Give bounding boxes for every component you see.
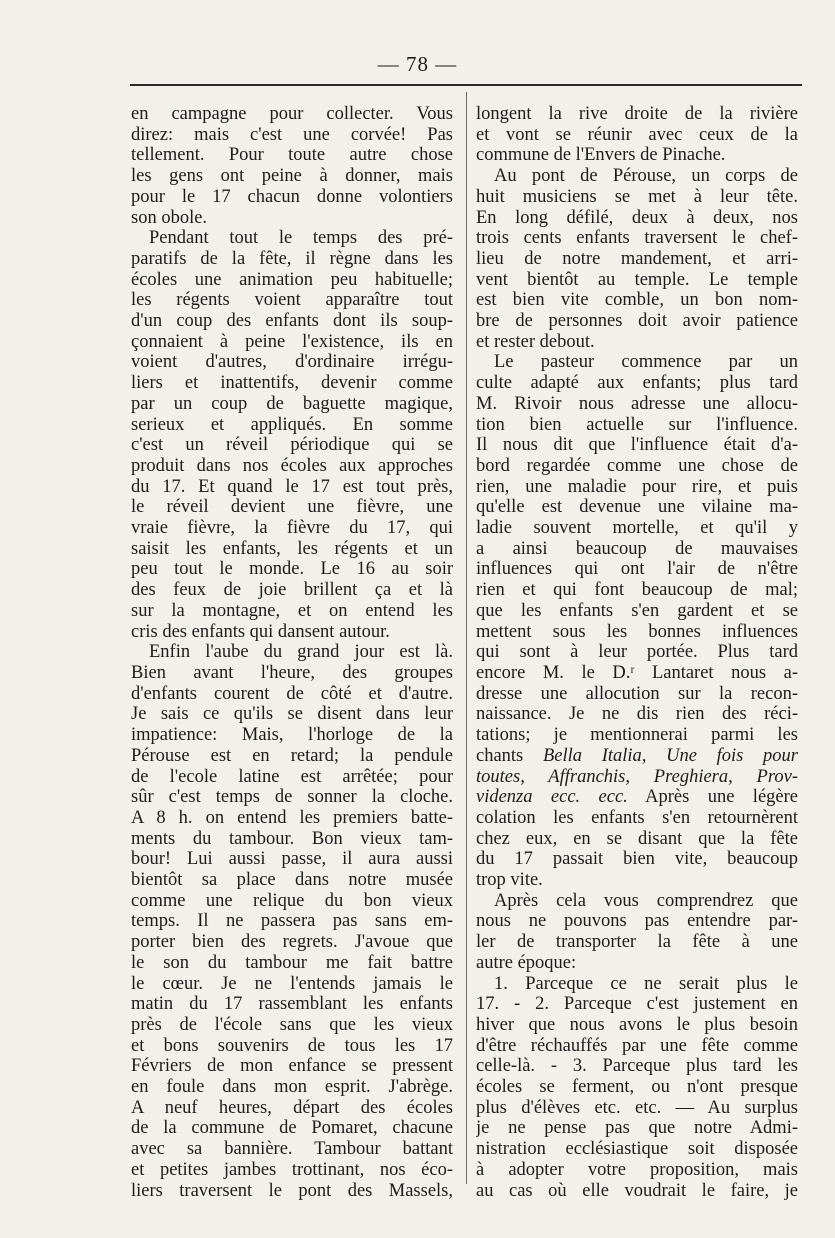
text-line: saisit les enfants, les régents et un [131, 538, 453, 559]
text-line: Enfin l'aube du grand jour est là. [149, 642, 453, 663]
text-line: ler de transporter la fête à une [476, 932, 798, 953]
text-line: Pendant tout le temps des pré- [149, 228, 453, 249]
text-line: les gens ont peine à donner, mais [131, 166, 453, 187]
text-line: nistration ecclésiastique soit disposée [476, 1139, 798, 1160]
text-line: au cas où elle voudrait le faire, je [476, 1180, 798, 1201]
text-line: direz: mais c'est une corvée! Pas [131, 124, 453, 145]
text-line: autre époque: [476, 952, 577, 973]
page-number: — 78 — [377, 52, 458, 76]
text-line: Bien avant l'heure, des groupes [131, 662, 453, 683]
text-line: et bons souvenirs de tous les 17 [131, 1035, 453, 1056]
text-line: trop vite. [476, 870, 543, 891]
italic-titles: Bella Italia, Une fois pour [542, 745, 798, 766]
right-text-column [476, 104, 798, 1201]
text-line: Après cela vous comprendrez que [494, 890, 798, 911]
text-line: A 8 h. on entend les premiers batte- [131, 807, 453, 828]
text-line: a ainsi beaucoup de mauvaises [476, 538, 798, 559]
header-rule [130, 84, 802, 86]
text-line: nous ne pouvons pas entendre par- [476, 911, 798, 932]
text-line: et petites jambes trottinant, nos éco- [131, 1159, 453, 1180]
text-line: serieux et appliqués. En somme [131, 414, 453, 435]
text-line: bord regardée comme une chose de [476, 455, 798, 476]
text-line: d'un coup des enfants dont ils soup- [131, 311, 453, 332]
column-divider [466, 92, 467, 1184]
text-line: produit dans nos écoles aux approches [131, 455, 453, 476]
text-line: çonnaient à peine l'existence, ils en [131, 331, 453, 352]
text-line: ladie souvent mortelle, et qu'il y [476, 518, 798, 539]
text-line: et vont se réunir avec ceux de la [476, 124, 798, 145]
text-line: encore M. le D.ʳ Lantaret nous a- [476, 662, 798, 683]
text-line: le cœur. Je ne l'entends jamais le [131, 973, 453, 994]
text-line: d'être réchauffés par une fête comme [476, 1035, 798, 1056]
text-line: tations; je mentionnerai parmi les [476, 725, 798, 746]
text-line: matin du 17 rassemblant les enfants [131, 994, 453, 1015]
text-line: temps. Il ne passera pas sans em- [131, 911, 453, 932]
text-line: Le pasteur commence par un [494, 352, 798, 373]
text-line: commune de l'Envers de Pinache. [476, 145, 726, 166]
text-line: liers et inattentifs, devenir comme [131, 373, 453, 394]
text-line: cris des enfants qui dansent autour. [131, 621, 390, 642]
text-line: Pérouse est en retard; la pendule [131, 745, 453, 766]
text-line: le réveil devient une fièvre, une [131, 497, 453, 518]
text-line: le son du tambour me fait battre [131, 952, 453, 973]
text-line: comme une relique du bon vieux [131, 890, 453, 911]
text-line: sûr c'est temps de sonner la cloche. [131, 787, 453, 808]
text-line: vent bientôt au temple. Le temple [476, 269, 798, 290]
text-line: en campagne pour collecter. Vous [131, 104, 453, 124]
text-line: 1. Parceque ce ne serait plus le [494, 973, 798, 994]
text-line: huit musiciens se met à leur tête. [476, 186, 798, 207]
text-line: A neuf heures, départ des écoles [131, 1097, 453, 1118]
italic-titles: toutes, Affranchis, Preghiera, Prov- [476, 766, 798, 787]
text-line: mettent sous les bonnes influences [476, 621, 798, 642]
text-line: influences qui ont l'air de n'être [476, 559, 798, 580]
text-segment: Après une légère [627, 787, 798, 808]
text-line: En long défilé, deux à deux, nos [476, 207, 798, 228]
text-line [476, 787, 798, 808]
text-line: 17. - 2. Parceque c'est justement en [476, 994, 798, 1015]
text-line: celle-là. - 3. Parceque plus tard les [476, 1056, 798, 1077]
text-line: qui sont à leur portée. Plus tard [476, 642, 798, 663]
italic-titles: videnza ecc. ecc. [476, 787, 628, 808]
text-line: en foule dans mon esprit. J'abrège. [131, 1077, 453, 1098]
text-line: Au pont de Pérouse, un corps de [494, 166, 798, 187]
text-line: Je sais ce qu'ils se disent dans leur [131, 704, 453, 725]
text-line: plus d'élèves etc. etc. — Au surplus [476, 1097, 798, 1118]
text-line: de la commune de Pomaret, chacune [131, 1118, 453, 1139]
text-line: et rester debout. [476, 331, 595, 352]
text-line: pour le 17 chacun donne volontiers [131, 186, 453, 207]
text-line: voient d'autres, d'ordinaire irrégu- [131, 352, 453, 373]
text-line: naissance. Je ne dis rien des réci- [476, 704, 798, 725]
text-line: rien et qui font beaucoup de mal; [476, 580, 798, 601]
text-line: liers traversent le pont des Massels, [131, 1180, 453, 1201]
text-line: vraie fièvre, la fièvre du 17, qui [131, 518, 453, 539]
text-line [476, 767, 798, 788]
text-line: c'est un réveil périodique qui se [131, 435, 453, 456]
text-segment: chants [476, 745, 543, 766]
text-line: tion bien actuelle sur l'influence. [476, 414, 798, 435]
text-line: du 17. Et quand le 17 est tout près, [131, 476, 453, 497]
text-line: son obole. [131, 207, 208, 228]
text-line: paratifs de la fête, il règne dans les [131, 248, 453, 269]
text-line: rien, une maladie pour rire, et puis [476, 476, 798, 497]
text-line: ments du tambour. Bon vieux tam- [131, 828, 453, 849]
text-line: les régents voient apparaître tout [131, 290, 453, 311]
text-line: longent la rive droite de la rivière [476, 104, 798, 124]
text-line: impatience: Mais, l'horloge de la [131, 725, 453, 746]
text-line: chez eux, en se disant que la fête [476, 828, 798, 849]
text-line: des feux de joie brillent ça et là [131, 580, 453, 601]
text-line: tellement. Pour toute autre chose [131, 145, 453, 166]
text-line: bre de personnes doit avoir patience [476, 311, 798, 332]
text-line: culte adapté aux enfants; plus tard [476, 373, 798, 394]
text-line: trois cents enfants traversent le chef- [476, 228, 798, 249]
text-line: d'enfants courent de côté et d'autre. [131, 683, 453, 704]
left-text-column [131, 104, 453, 1201]
text-line: hiver que nous avons le plus besoin [476, 1014, 798, 1035]
text-line: bientôt sa place dans notre musée [131, 870, 453, 891]
text-line: du 17 passait bien vite, beaucoup [476, 849, 798, 870]
text-line [476, 746, 798, 767]
text-line: est bien vite comble, un bon nom- [476, 290, 798, 311]
text-line: je ne pense pas que notre Admi- [476, 1118, 798, 1139]
text-line: M. Rivoir nous adresse une allocu- [476, 393, 798, 414]
text-line: à adopter votre proposition, mais [476, 1159, 798, 1180]
text-line: dresse une allocution sur la recon- [476, 683, 798, 704]
text-line: bour! Lui aussi passe, il aura aussi [131, 849, 453, 870]
text-line: Il nous dit que l'influence était d'a- [476, 435, 798, 456]
text-line: sur la montagne, et on entend les [131, 600, 453, 621]
text-line: avec sa bannière. Tambour battant [131, 1139, 453, 1160]
text-line: peu tout le monde. Le 16 au soir [131, 559, 453, 580]
text-line: écoles se ferment, ou n'ont presque [476, 1077, 798, 1098]
text-line: par un coup de baguette magique, [131, 393, 453, 414]
text-line: colation les enfants s'en retournèrent [476, 807, 798, 828]
text-line: Févriers de mon enfance se pressent [131, 1056, 453, 1077]
text-line: de l'ecole latine est arrêtée; pour [131, 766, 453, 787]
text-line: près de l'école sans que les vieux [131, 1014, 453, 1035]
text-line: que les enfants s'en gardent et se [476, 600, 798, 621]
text-line: qu'elle est devenue une vilaine ma- [476, 497, 798, 518]
text-line: écoles une animation peu habituelle; [131, 269, 453, 290]
text-line: lieu de notre mandement, et arri- [476, 248, 798, 269]
text-line: porter bien des regrets. J'avoue que [131, 932, 453, 953]
